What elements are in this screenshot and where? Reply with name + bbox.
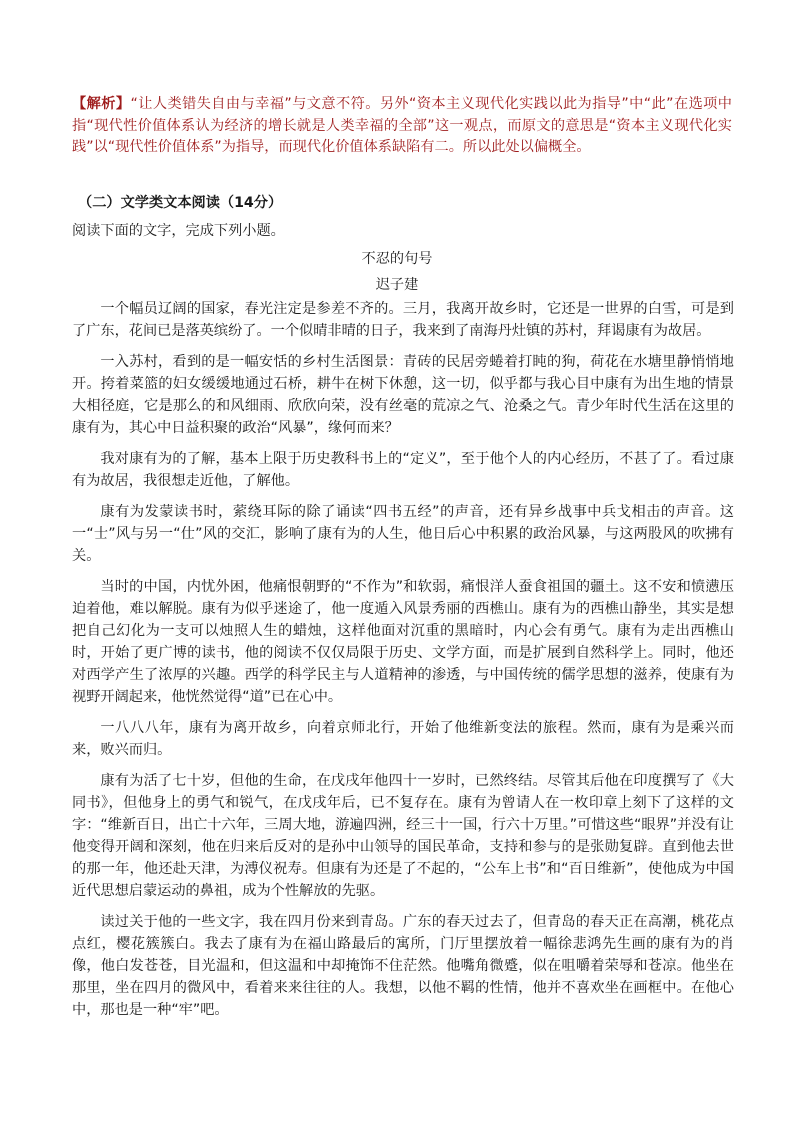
analysis-block bbox=[72, 94, 732, 159]
analysis-tag: 【解析】 bbox=[72, 96, 131, 112]
article-paragraph: 一八八八年，康有为离开故乡，向着京师北行，开始了他维新变法的旅程。然而，康有为是乘兴而来，败兴而归。 bbox=[72, 720, 734, 758]
article-paragraph: 一个幅员辽阔的国家，春光注定是参差不齐的。三月，我离开故乡时，它还是一世界的白雪，可是到了广东，花间已是落英缤纷了。一个似晴非晴的日子，我来到了南海丹灶镇的苏村，拜谒康有为故居。 bbox=[72, 301, 734, 339]
article-body bbox=[72, 298, 734, 1030]
article-paragraph: 康有为发蒙读书时，萦绕耳际的除了诵读“四书五经”的声音，还有异乡战事中兵戈相击的声音。这一“士”风与另一“仕”风的交汇，影响了康有为的人生，他日后心中积累的政治风暴，与这两股风的吹拂有关。 bbox=[72, 504, 734, 564]
section-title: （二）文学类文本阅读（14分） bbox=[78, 195, 283, 211]
article-paragraph: 读过关于他的一些文字，我在四月份来到青岛。广东的春天过去了，但青岛的春天正在高潮，桃花点点红，樱花簇簇白。我去了康有为在福山路最后的寓所，门厅里摆放着一幅徐悲鸿先生画的康有为的肖像，他白发苍苍，目光温和，但这温和中却掩饰不住茫然。他嘴角微蹙，似在咀嚼着荣辱和苍凉。他坐在那里，坐在四月的微风中，看着来来往往的人。我想，以他不羁的性情，他并不喜欢坐在画框中。在他心中，那也是一种“牢”吧。 bbox=[72, 914, 734, 1018]
article-title: 不忍的句号 bbox=[361, 251, 433, 267]
article-paragraph: 康有为活了七十岁，但他的生命，在戊戌年他四十一岁时，已然终结。尽管其后他在印度撰写了《大同书》，但他身上的勇气和锐气，在戊戌年后，已不复存在。康有为曾请人在一枚印章上刻下了这样的文字：“维新百日，出亡十六年，三周大地，游遍四洲，经三十一国，行六十万里。”可惜这些“眼界”并没有让他变得开阔和深刻，他在归来后反对的是孙中山领导的国民革命，支持和参与的是张勋复辟。直到他去世的那一年，他还赴天津，为溥仪祝寿。但康有为还是了不起的，“公车上书”和“百日维新”，使他成为中国近代思想启蒙运动的鼻祖，成为个性解放的先驱。 bbox=[72, 773, 734, 899]
article-paragraph: 当时的中国，内忧外困，他痛恨朝野的“不作为”和软弱，痛恨洋人蚕食祖国的疆土。这不安和愤懑压迫着他，难以解脱。康有为似乎迷途了，他一度遁入风景秀丽的西樵山。康有为的西樵山静坐，其实是想把自己幻化为一支可以烛照人生的蜡烛，这样他面对沉重的黑暗时，内心会有勇气。康有为走出西樵山时，开始了更广博的读书，他的阅读不仅仅局限于历史、文学方面，而是扩展到自然科学上。同时，他还对西学产生了浓厚的兴趣。西学的科学民主与人道精神的渗透，与中国传统的儒学思想的滋养，使康有为视野开阔起来，他恍然觉得“道”已在心中。 bbox=[72, 579, 734, 705]
reading-instruction: 阅读下面的文字，完成下列小题。 bbox=[72, 223, 285, 239]
article-paragraph: 我对康有为的了解，基本上限于历史教科书上的“定义”，至于他个人的内心经历，不甚了了。看过康有为故居，我很想走近他，了解他。 bbox=[72, 451, 734, 489]
article-author: 迟子建 bbox=[375, 277, 419, 293]
analysis-text: “让人类错失自由与幸福”与文意不符。另外“资本主义现代化实践以此为指导”中“此”在选项中指“现代性价值体系认为经济的增长就是人类幸福的全部”这一观点，而原文的意思是“资本主义现代化实践”以“现代性价值体系”为指导，而现代化价值体系缺陷有二。所以此处以偏概全。 bbox=[72, 96, 732, 155]
article-paragraph: 一入苏村，看到的是一幅安恬的乡村生活图景：青砖的民居旁蜷着打盹的狗，荷花在水塘里静悄悄地开。挎着菜篮的妇女缓缓地通过石桥，耕牛在树下休憩，这一切，似乎都与我心目中康有为出生地的情景大相径庭，它是那么的和风细雨、欣欣向荣，没有丝毫的荒凉之气、沧桑之气。青少年时代生活在这里的康有为，其心中日益积聚的政治“风暴”，缘何而来？ bbox=[72, 354, 734, 436]
